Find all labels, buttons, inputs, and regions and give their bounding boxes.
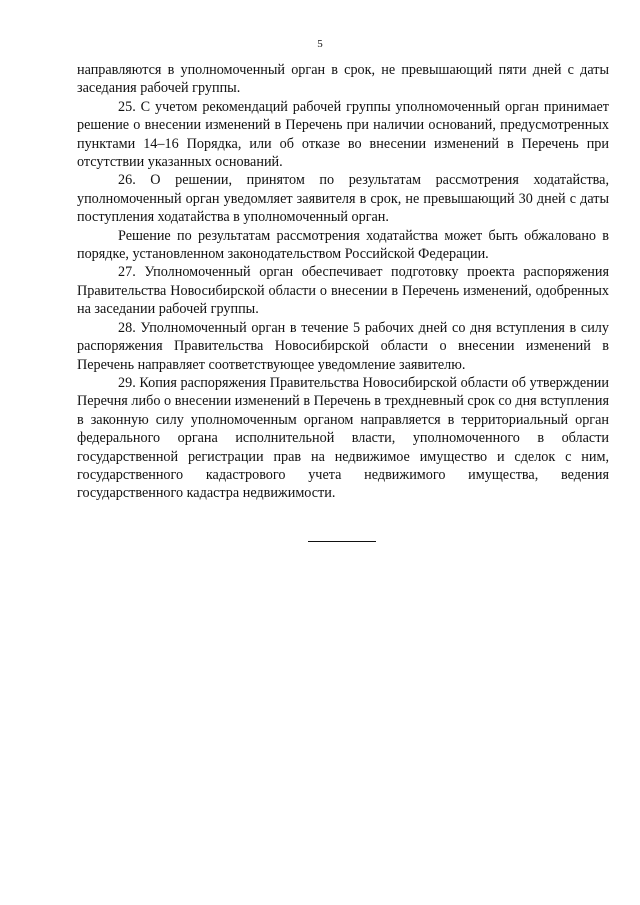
paragraph-item-26: 26. О решении, принятом по результатам рассмотрения ходатайства, уполномоченный орган уведомляет заявителя в срок, не превышающий 30 дней с даты поступления ходатайства в уполномоченный орган. — [77, 172, 609, 226]
page-number: 5 — [317, 38, 323, 50]
paragraph-item-28: 28. Уполномоченный орган в течение 5 рабочих дней со дня вступления в силу распоряжения Правительства Новосибирской области о внесении изменений в Перечень направляет соответствующее уведомление заявителю. — [77, 319, 609, 373]
document-body — [77, 61, 609, 503]
paragraph-appeal: Решение по результатам рассмотрения ходатайства может быть обжаловано в порядке, установленном законодательством Российской Федерации. — [77, 227, 609, 263]
paragraph-item-27: 27. Уполномоченный орган обеспечивает подготовку проекта распоряжения Правительства Новосибирской области о внесении в Перечень изменений, одобренных на заседании рабочей группы. — [77, 264, 609, 318]
paragraph-item-29: 29. Копия распоряжения Правительства Новосибирской области об утверждении Перечня либо о внесении изменений в Перечень в трехдневный срок со дня вступления в законную силу уполномоченным органом направляется в территориальный орган федерального органа исполнительной власти, уполномоченного в области государственной регистрации прав на недвижимое имущество и сделок с ним, государственного кадастрового учета недвижимого имущества, ведения государственного кадастра недвижимости. — [77, 374, 609, 502]
paragraph-continuation: направляются в уполномоченный орган в срок, не превышающий пяти дней с даты заседания рабочей группы. — [77, 62, 609, 97]
end-divider-line — [308, 541, 376, 542]
paragraph-item-25: 25. С учетом рекомендаций рабочей группы уполномоченный орган принимает решение о внесении изменений в Перечень при наличии оснований, предусмотренных пунктами 14–16 Порядка, или об отказе во внесении изменений в Перечень при отсутствии указанных оснований. — [77, 98, 609, 171]
